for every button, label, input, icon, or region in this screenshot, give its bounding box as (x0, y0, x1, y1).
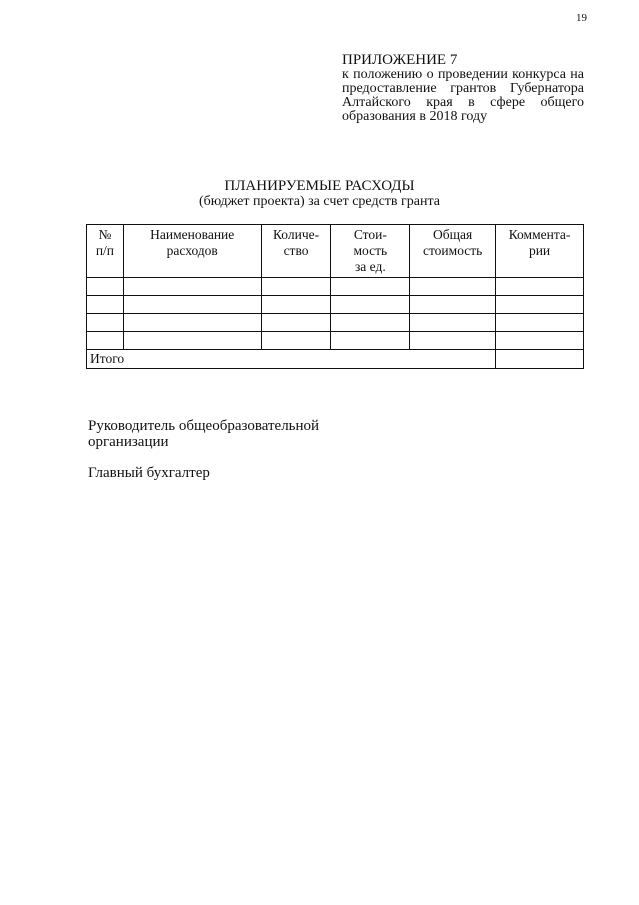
table-cell (410, 332, 496, 350)
table-cell (410, 278, 496, 296)
table-cell (496, 296, 584, 314)
table-cell (410, 296, 496, 314)
table-cell (123, 296, 261, 314)
table-cell (123, 314, 261, 332)
table-cell (331, 332, 410, 350)
total-label: Итого (87, 350, 496, 369)
table-row (87, 332, 584, 350)
table-cell (261, 314, 331, 332)
table-cell (496, 332, 584, 350)
column-header-unit-cost: Стои- мость за ед. (331, 225, 410, 278)
table-cell (87, 278, 124, 296)
table-header-row (87, 225, 584, 278)
table-cell (410, 314, 496, 332)
table-cell (87, 314, 124, 332)
appendix-block (342, 52, 584, 124)
appendix-text: к положению о проведении конкурса на предоставление грантов Губернатора Алтайского края в сфере общего образования в 2018 году (342, 67, 584, 124)
table-cell (496, 278, 584, 296)
signatures-block (88, 418, 338, 496)
document-heading (0, 178, 639, 209)
signature-accountant: Главный бухгалтер (88, 465, 210, 481)
appendix-title: ПРИЛОЖЕНИЕ 7 (342, 52, 458, 68)
table-cell (87, 296, 124, 314)
column-header-quantity: Количе- ство (261, 225, 331, 278)
total-value-cell (496, 350, 584, 369)
table-cell (123, 332, 261, 350)
table-cell (123, 278, 261, 296)
signature-head: Руководитель общеобразовательной организации (88, 418, 320, 450)
heading-title: ПЛАНИРУЕМЫЕ РАСХОДЫ (224, 178, 415, 194)
column-header-number: № п/п (87, 225, 124, 278)
table-cell (87, 332, 124, 350)
page-number: 19 (576, 12, 587, 24)
table-cell (261, 332, 331, 350)
table-total-row (87, 350, 584, 369)
column-header-comments: Коммента- рии (496, 225, 584, 278)
budget-table (86, 224, 584, 369)
table-cell (261, 296, 331, 314)
table-cell (331, 296, 410, 314)
table-cell (261, 278, 331, 296)
table-cell (331, 278, 410, 296)
column-header-name: Наименование расходов (123, 225, 261, 278)
table-row (87, 278, 584, 296)
table-cell (331, 314, 410, 332)
column-header-total-cost: Общая стоимость (410, 225, 496, 278)
table-cell (496, 314, 584, 332)
heading-subtitle: (бюджет проекта) за счет средств гранта (199, 194, 440, 209)
table-row (87, 296, 584, 314)
table-row (87, 314, 584, 332)
